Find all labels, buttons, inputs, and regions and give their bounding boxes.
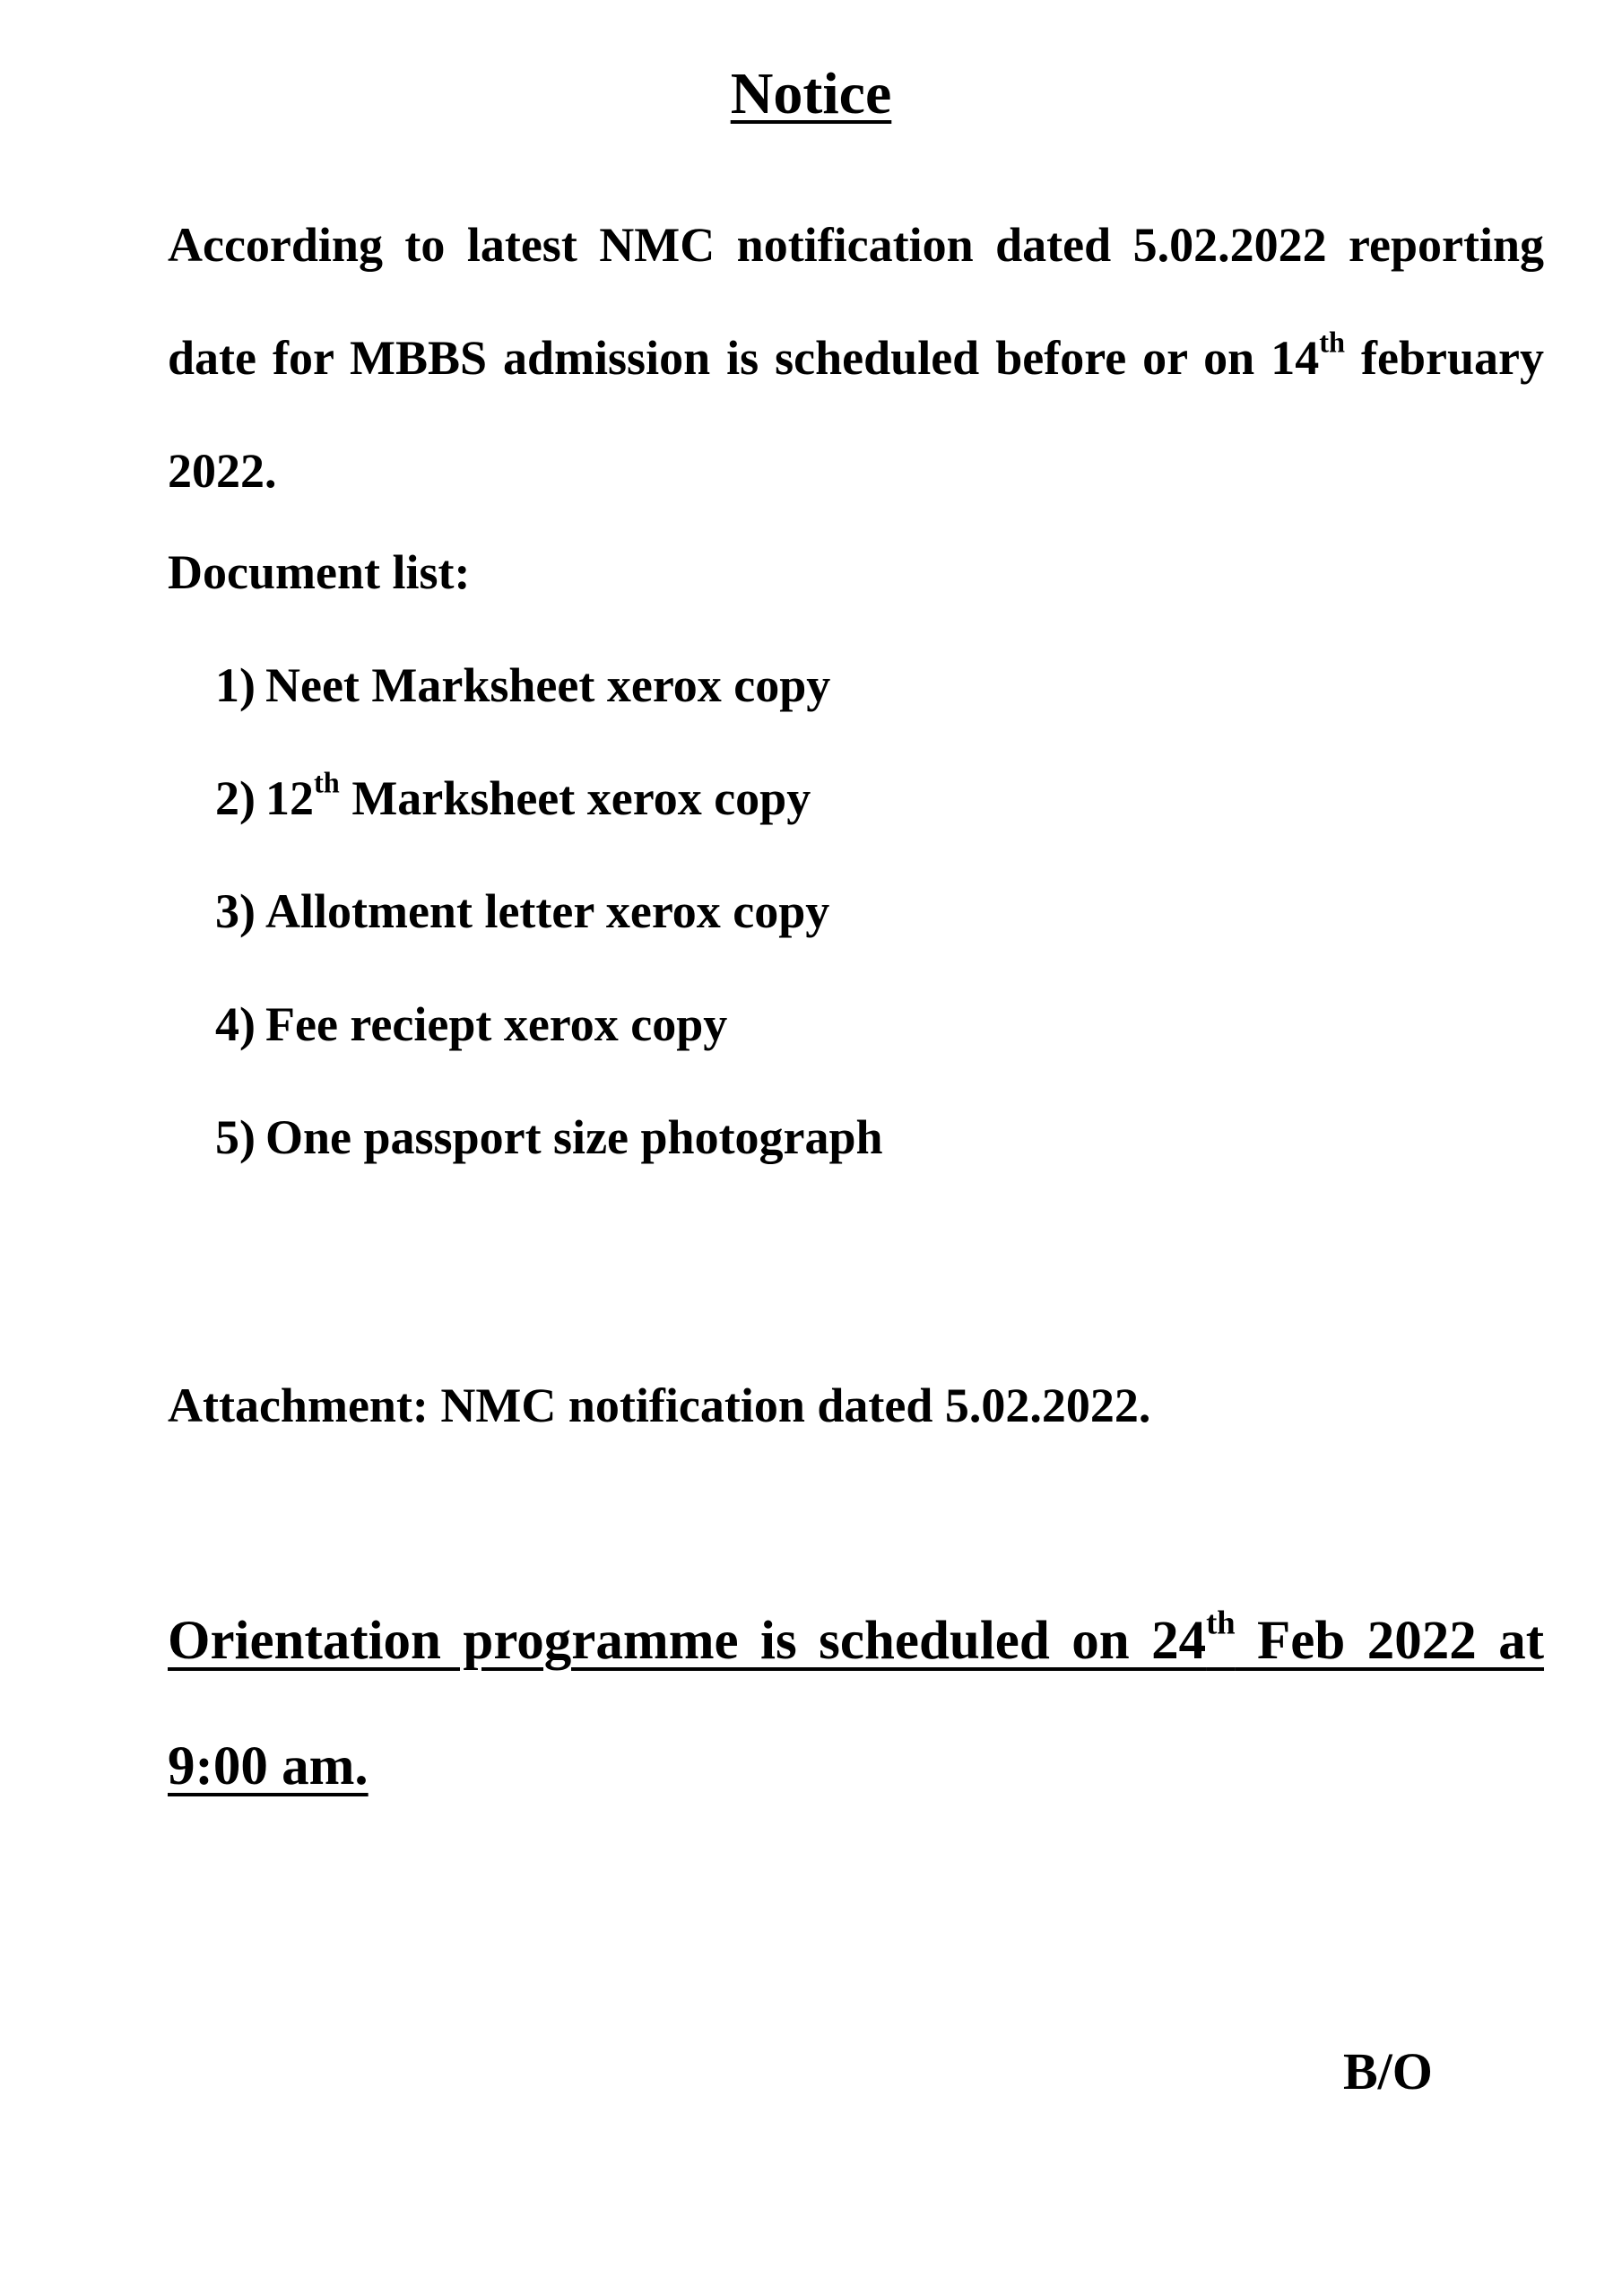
document-item-text: Neet Marksheet xerox copy [265, 658, 831, 712]
document-item [215, 1101, 883, 1214]
signature: B/O [1343, 2042, 1433, 2100]
document-item-number: 3) [215, 884, 256, 938]
document-item-text: Allotment letter xerox copy [265, 884, 830, 938]
document-item-text: Marksheet xerox copy [339, 771, 811, 825]
document-item-prefix: 12 [265, 771, 314, 825]
document-item-text: One passport size photograph [265, 1110, 883, 1164]
notice-title: Notice [730, 61, 892, 126]
notice-paragraph [168, 188, 1544, 527]
document-list-heading: Document list: [168, 545, 471, 599]
document-item-number: 4) [215, 997, 256, 1051]
paragraph-ordinal-suffix: th [1319, 326, 1346, 360]
orientation-ordinal-suffix: th [1206, 1604, 1236, 1641]
document-item-number: 1) [215, 658, 256, 712]
document-item-number: 5) [215, 1110, 256, 1164]
paragraph-text-end: february 2022. [168, 331, 1545, 498]
paragraph-text: According to latest NMC notification dated 5.02.2022 reporting date for MBBS admission is scheduled before or on 14 [168, 218, 1544, 385]
document-list [215, 649, 883, 1214]
document-item-number: 2) [215, 771, 256, 825]
orientation-text: Orientation programme is scheduled on 24 [168, 1611, 1207, 1671]
document-item [215, 762, 883, 875]
document-item [215, 649, 883, 762]
orientation-text-end: Feb 2022 at 9:00 am. [168, 1611, 1545, 1796]
orientation-announcement [168, 1578, 1544, 1830]
document-item [215, 875, 883, 988]
document-item-text: Fee reciept xerox copy [265, 997, 728, 1051]
document-item-ordinal-suffix: th [314, 767, 340, 800]
attachment-line: Attachment: NMC notification dated 5.02.2022. [168, 1378, 1151, 1432]
document-item [215, 988, 883, 1101]
